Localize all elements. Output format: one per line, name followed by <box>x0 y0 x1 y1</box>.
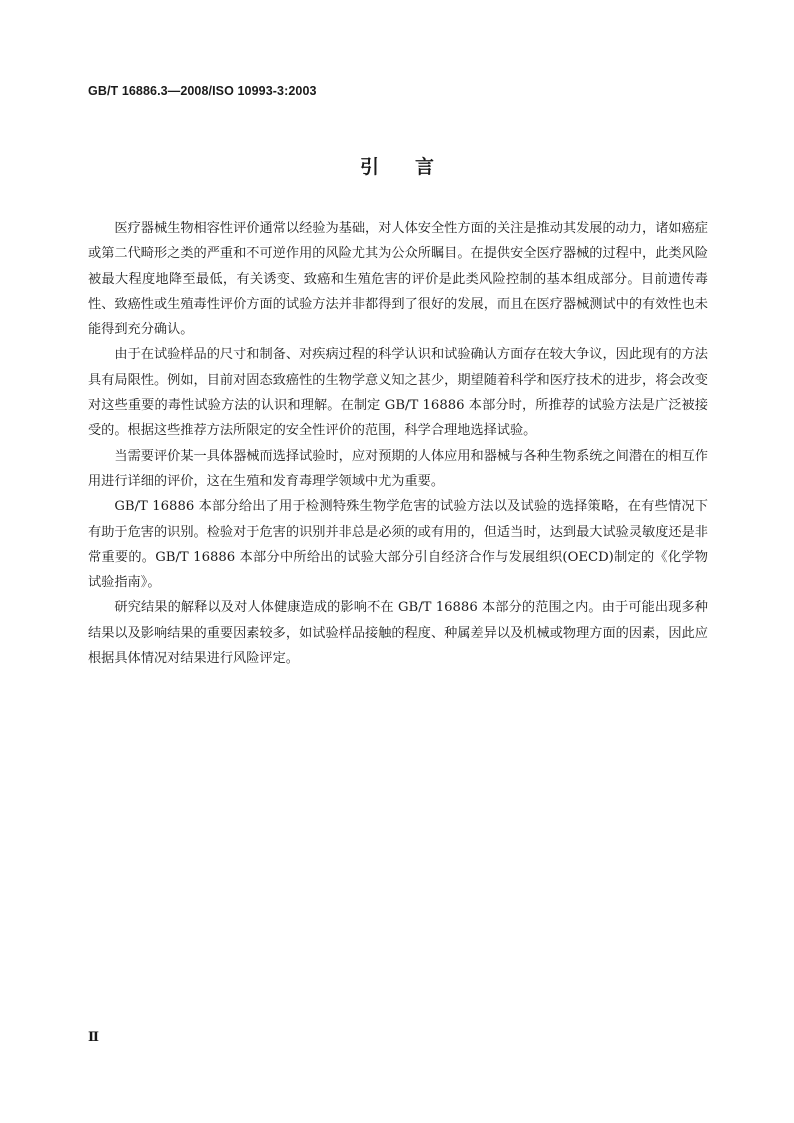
page-title <box>0 152 794 179</box>
introduction-body <box>88 216 708 671</box>
standard-code-header: GB/T 16886.3—2008/ISO 10993-3:2003 <box>88 84 317 98</box>
paragraph-5: 研究结果的解释以及对人体健康造成的影响不在 GB/T 16886 本部分的范围之内。由于可能出现多种结果以及影响结果的重要因素较多，如试验样品接触的程度、种属差异以及机械或物理方面的因素，因此应根据具体情况对结果进行风险评定。 <box>88 600 708 667</box>
paragraph-4: GB/T 16886 本部分给出了用于检测特殊生物学危害的试验方法以及试验的选择策略，在有些情况下有助于危害的识别。检验对于危害的识别并非总是必须的或有用的，但适当时，达到最大试验灵敏度还是非常重要的。GB/T 16886 本部分中所给出的试验大部分引自经济合作与发展组织(OECD)制定的《化学物试验指南》。 <box>88 499 708 591</box>
paragraph-1: 医疗器械生物相容性评价通常以经验为基础，对人体安全性方面的关注是推动其发展的动力，诸如癌症或第二代畸形之类的严重和不可逆作用的风险尤其为公众所瞩目。在提供安全医疗器械的过程中，此类风险被最大程度地降至最低，有关诱变、致癌和生殖危害的评价是此类风险控制的基本组成部分。目前遗传毒性、致癌性或生殖毒性评价方面的试验方法并非都得到了很好的发展，而且在医疗器械测试中的有效性也未能得到充分确认。 <box>88 221 708 338</box>
page-number: Ⅱ <box>88 1030 99 1045</box>
paragraph-3: 当需要评价某一具体器械而选择试验时，应对预期的人体应用和器械与各种生物系统之间潜在的相互作用进行详细的评价，这在生殖和发育毒理学领域中尤为重要。 <box>88 448 708 489</box>
paragraph-2: 由于在试验样品的尺寸和制备、对疾病过程的科学认识和试验确认方面存在较大争议，因此现有的方法具有局限性。例如，目前对固态致癌性的生物学意义知之甚少，期望随着科学和医疗技术的进步，将会改变对这些重要的毒性试验方法的认识和理解。在制定 GB/T 16886 本部分时，所推荐的试验方法是广泛被接受的。根据这些推荐方法所限定的安全性评价的范围，科学合理地选择试验。 <box>88 347 708 439</box>
page-title-text: 引言 <box>359 156 470 178</box>
